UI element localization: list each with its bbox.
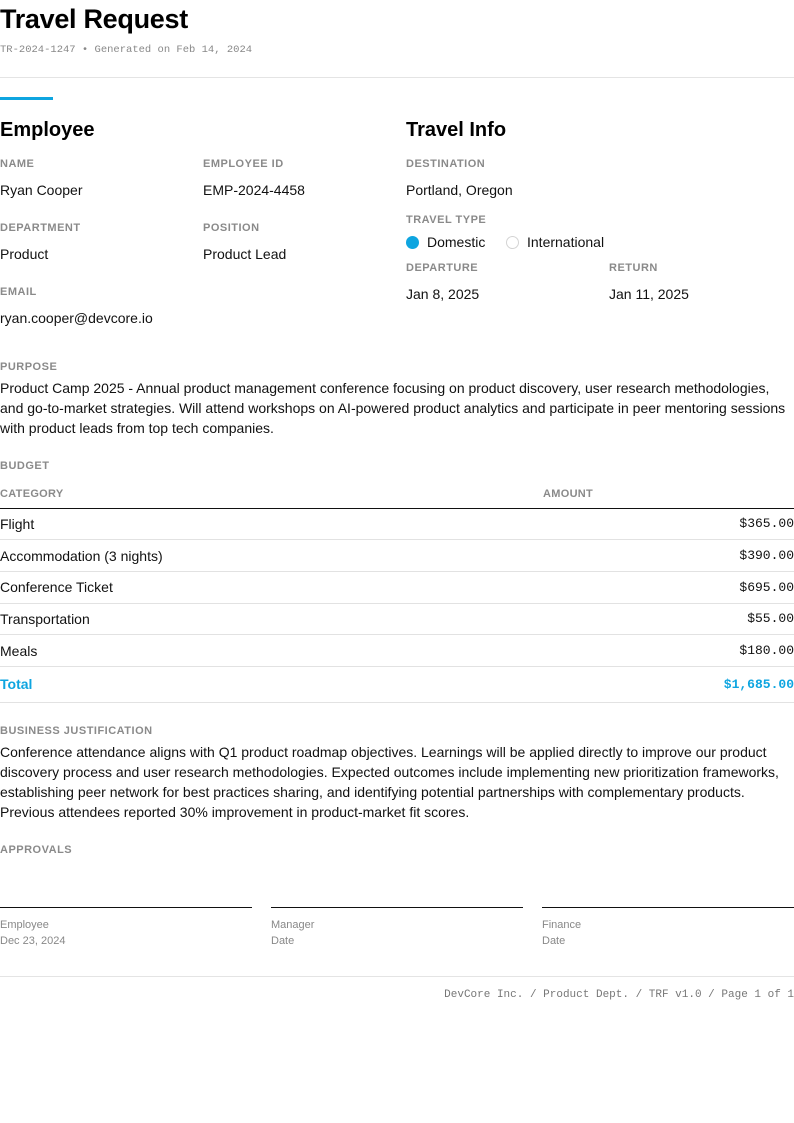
name-label: NAME (0, 158, 35, 170)
category-cell: Meals (0, 635, 543, 667)
departure-label: DEPARTURE (406, 262, 479, 274)
footer-divider (0, 976, 794, 977)
justification-label: BUSINESS JUSTIFICATION (0, 725, 153, 737)
page-title: Travel Request (0, 4, 188, 34)
signature-manager[interactable] (271, 907, 523, 949)
amount-cell: $180.00 (543, 635, 794, 667)
category-cell: Conference Ticket (0, 571, 543, 603)
column-header-amount: AMOUNT (543, 488, 794, 508)
signature-role: Employee (0, 919, 49, 931)
signature-line (542, 907, 794, 908)
position-value: Product Lead (203, 246, 287, 262)
category-cell: Accommodation (3 nights) (0, 540, 543, 572)
total-row (0, 666, 794, 702)
radio-international-label: International (527, 234, 605, 250)
return-value: Jan 11, 2025 (609, 286, 689, 302)
footer-text: DevCore Inc. / Product Dept. / TRF v1.0 / Page 1 of 1 (444, 989, 794, 1001)
purpose-text: Product Camp 2025 - Annual product management conference focusing on product discovery, user research methodologies, and go-to-market strategies. Will attend workshops on AI-powered product analytics and participate in peer mentoring sessions with product leads from top tech companies. (0, 380, 786, 436)
signature-role: Manager (271, 919, 315, 931)
employee-id-label: EMPLOYEE ID (203, 158, 284, 170)
signature-date: Date (271, 935, 295, 947)
department-label: DEPARTMENT (0, 222, 81, 234)
total-amount: $1,685.00 (543, 666, 794, 702)
budget-label: BUDGET (0, 460, 50, 472)
amount-cell: $695.00 (543, 571, 794, 603)
header-divider (0, 77, 794, 78)
signature-line (271, 907, 523, 908)
destination-value: Portland, Oregon (406, 182, 513, 198)
signature-role: Finance (542, 919, 582, 931)
radio-domestic[interactable] (406, 236, 419, 249)
table-row (0, 603, 794, 635)
employee-id-value: EMP-2024-4458 (203, 182, 305, 198)
travel-type-label: TRAVEL TYPE (406, 214, 487, 226)
email-value: ryan.cooper@devcore.io (0, 310, 153, 326)
category-cell: Transportation (0, 603, 543, 635)
position-label: POSITION (203, 222, 260, 234)
approvals-label: APPROVALS (0, 844, 73, 856)
departure-value: Jan 8, 2025 (406, 286, 480, 302)
purpose-label: PURPOSE (0, 361, 58, 373)
column-header-category: CATEGORY (0, 488, 543, 508)
amount-cell: $55.00 (543, 603, 794, 635)
employee-section-title: Employee (0, 119, 95, 141)
signature-date: Date (542, 935, 566, 947)
table-row (0, 508, 794, 540)
name-value: Ryan Cooper (0, 182, 83, 198)
accent-bar (0, 97, 53, 100)
signature-employee[interactable] (0, 907, 252, 949)
return-label: RETURN (609, 262, 658, 274)
table-row (0, 635, 794, 667)
destination-label: DESTINATION (406, 158, 486, 170)
total-label: Total (0, 666, 543, 702)
justification-text: Conference attendance aligns with Q1 product roadmap objectives. Learnings will be applied directly to improve our product discovery process and user research methodologies. Expected outcomes include implementing new prioritization frameworks, establishing peer network for best practices sharing, and identifying potential partnerships with complementary products. Previous attendees reported 30% improvement in product-market fit scores. (0, 744, 779, 820)
table-row (0, 571, 794, 603)
signature-date: Dec 23, 2024 (0, 935, 66, 947)
amount-cell: $390.00 (543, 540, 794, 572)
signature-line (0, 907, 252, 908)
email-label: EMAIL (0, 286, 37, 298)
radio-domestic-label: Domestic (427, 234, 486, 250)
budget-header-row (0, 488, 794, 508)
table-row (0, 540, 794, 572)
radio-international[interactable] (506, 236, 519, 249)
document-meta: TR-2024-1247 • Generated on Feb 14, 2024 (0, 44, 253, 56)
department-value: Product (0, 246, 49, 262)
category-cell: Flight (0, 508, 543, 540)
signature-finance[interactable] (542, 907, 794, 949)
amount-cell: $365.00 (543, 508, 794, 540)
travel-section-title: Travel Info (406, 119, 507, 141)
budget-table (0, 488, 794, 703)
